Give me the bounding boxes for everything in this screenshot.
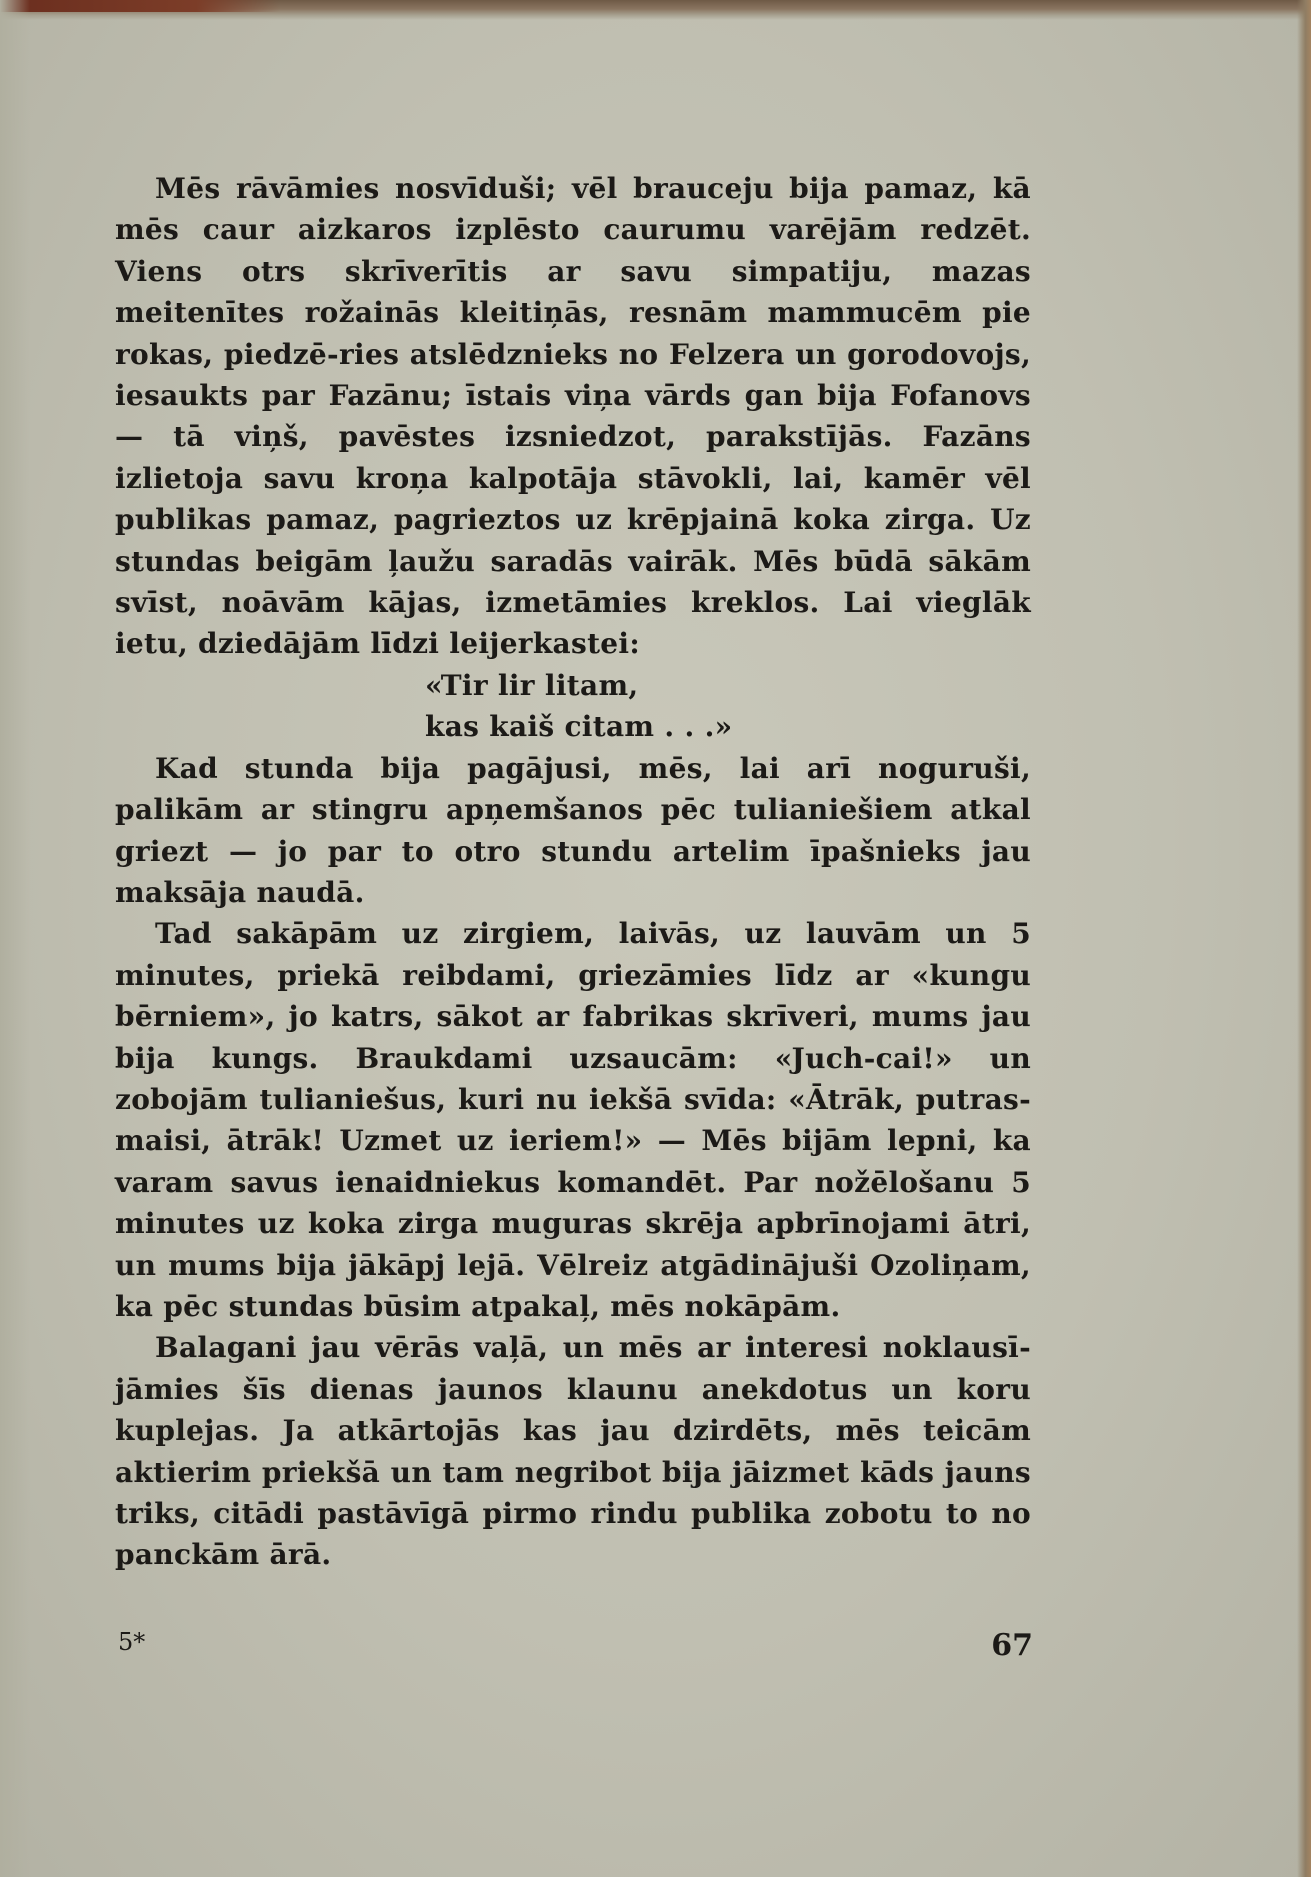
page-left-shade (0, 0, 30, 1877)
paragraph-2: Kad stunda bija pagājusi, mēs, lai arī noguruši, palikām ar stingru apņemšanos pēc tulianiešiem atkal griezt — jo par to otro stundu artelim īpašnieks jau maksāja naudā. (115, 751, 1031, 909)
poem-line-1: «Tir lir litam, (425, 668, 639, 702)
paragraph-3: Tad sakāpām uz zirgiem, laivās, uz lauvām un 5 minutes, priekā reibdami, griezāmies līdz ar «kungu bērniem», jo katrs, sākot ar fabrikas skrīveri, mums jau bija kungs. Braukdami uzsaucām: «Juch-cai!» un zobojām tulianiešus, kuri nu iekšā svīda: «Ātrāk, putras-maisi, ātrāk! Uzmet uz ieriem!» — Mēs bijām lepni, ka varam savus ienaidniekus komandēt. Par nožēlošanu 5 minutes uz koka zirga muguras skrēja apbrīnojami ātri, un mums bija jākāpj lejā. Vēlreiz atgādinājuši Ozoliņam, ka pēc stundas būsim atpakaļ, mēs nokāpām. (115, 917, 1031, 1323)
paragraph-4: Balagani jau vērās vaļā, un mēs ar interesi noklausī-jāmies šīs dienas jaunos klaunu anekdotus un koru kuplejas. Ja atkārtojās kas jau dzirdēts, mēs teicām aktierim priekšā un tam negribot bija jāizmet kāds jauns triks, citādi pastāvīgā pirmo rindu publika zobotu to no panckām ārā. (115, 1331, 1031, 1572)
poem-quote (115, 665, 1031, 748)
paragraph-1: Mēs rāvāmies nosvīduši; vēl brauceju bija pamaz, kā mēs caur aizkaros izplēsto caurumu varējām redzēt. Viens otrs skrīverītis ar savu simpatiju, mazas meitenītes rožainās kleitiņās, resnām mammucēm pie rokas, piedzē-ries atslēdznieks no Felzera un gorodovojs, iesaukts par Fazānu; īstais viņa vārds gan bija Fofanovs — tā viņš, pavēstes izsniedzot, parakstījās. Fazāns izlietoja savu kroņa kalpotāja stāvokli, lai, kamēr vēl publikas pamaz, pagrieztos uz krēpjainā koka zirga. Uz stundas beigām ļaužu saradās vairāk. Mēs būdā sākām svīst, noāvām kājas, izmetāmies kreklos. Lai vieglāk ietu, dziedājām līdzi leijerkastei: (115, 172, 1031, 661)
page-right-edge (1297, 0, 1311, 1877)
page-number: 67 (991, 1628, 1033, 1663)
body-text (115, 168, 1031, 1576)
page-top-edge (0, 0, 1311, 20)
poem-line-2: kas kaiš citam . . .» (425, 710, 733, 744)
signature-mark: 5* (118, 1628, 146, 1656)
